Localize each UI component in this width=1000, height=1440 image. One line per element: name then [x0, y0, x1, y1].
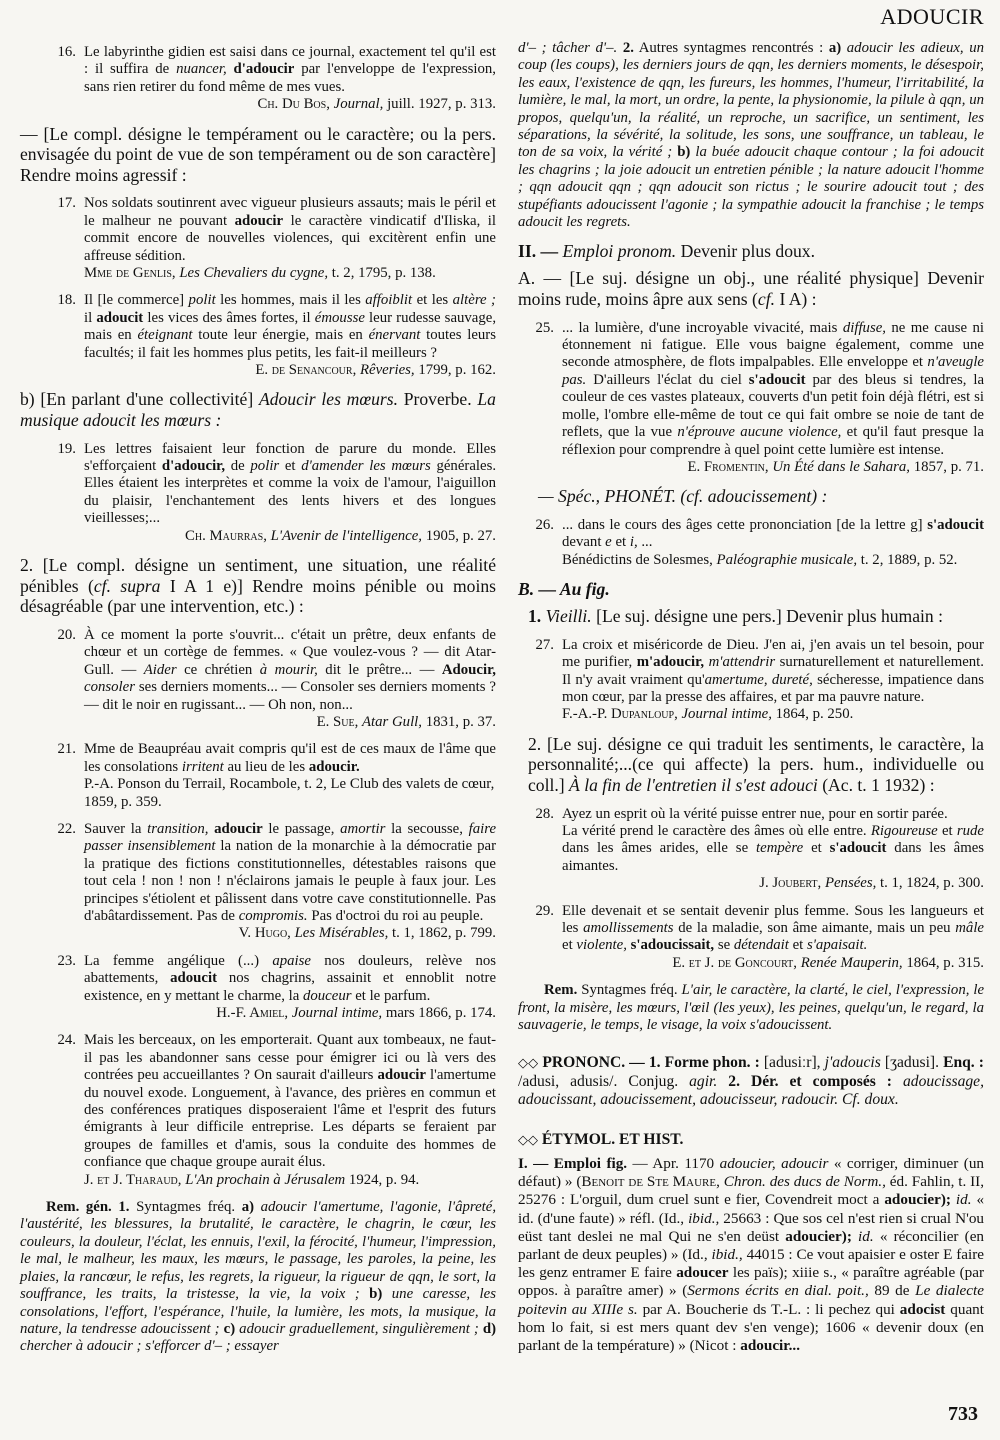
source-citation: Ch. Maurras, L'Avenir de l'intelligence, 1905, p. 27. [184, 527, 496, 544]
remarque: Rem. Syntagmes fréq. L'air, le caractère, la clarté, le ciel, l'expression, le front, la misère, les mœurs, l'œil (les yeux), les peines, quelqu'un, le regard, la sauvagerie, le temps, le visage, la voix s'adoucissent. [518, 982, 985, 1033]
headword: ADOUCIR [880, 4, 984, 29]
remarque-suite: d'– ; tâcher d'–. 2. Autres syntagmes rencontrés : a) adoucir les adieux, un coup (les coups), les derniers jours de qqn, les derniers moments, le désespoir, les eaux, l'existence de qqn, les fureurs, les hommes, l'humeur, l'irritabilité, la lumière, le mal, la mort, un ordre, la pente, la physionomie, la pilule à qqn, un propos, quelqu'un, la réalité, un reproche, un sacrifice, un sentiment, les séparations, la sévérité, la solitude, les sons, une souffrance, un tableau, le ton de sa voix, la vérité ; b) la buée adoucit chaque contour ; la foi adoucit les chagrins ; la joie adoucit un entretien pénible ; la nature adoucit l'homme ; qqn adoucit qqn ; qqn adoucit son rictus ; le sourire adoucit tout ; des stupéfiants adoucissent l'agonie ; la sympathie adoucit la franchise ; le temps adoucit les regrets. [518, 40, 985, 231]
example-number: 25. [535, 319, 554, 336]
example-25: 25. ... la lumière, d'une incroyable vivacité, mais diffuse, ne me cause ni étonnement ni fatigue. Elle vous baigne également, comme une seconde atmosphère, de flots impalpables. Elle enveloppe et n'aveugle pas. D'ailleurs l'éclat du ciel s'adoucit par des bleus si tendres, la couleur de ces vastes plateaux, couverts d'un petit foin déjà flétri, est si molle, l'ombre elle-même de tout ce qui fait ombre se noie de tant de reflets, que la vue n'éprouve aucune violence, et qu'il faut presque la réflexion pour comprendre à quel point cette lumière est intense. E. Fromentin, Un Été dans le Sahara, 1857, p. 71. [535, 319, 985, 475]
source-citation: Mme de Genlis, Les Chevaliers du cygne, t. 2, 1795, p. 138. [84, 265, 436, 282]
source-citation: F.-A.-P. Dupanloup, Journal intime, 1864, p. 250. [562, 706, 854, 723]
remarque-generale: Rem. gén. 1. Syntagmes fréq. a) adoucir l'amertume, l'agonie, l'âpreté, l'austérité, les blessures, la brutalité, le caractère, le chagrin, le cœur, les couleurs, la douleur, l'éclat, les ennuis, l'exil, la férocité, l'humeur, l'impression, le mal, le malheur, les maux, les mœurs, le passage, les paroles, la peine, les plaies, la rancœur, le refus, les regrets, la rigueur, la rigueur de qqn, le sort, la souffrance, les traits, la tristesse, la vie, la voix ; b) une caresse, les consolations, l'effort, l'espérance, l'huile, la lumière, les mots, la musique, la nature, la tendresse adoucissent ; c) adoucir graduellement, singulièrement ; d) chercher à adoucir ; s'efforcer d'– ; essayer [20, 1199, 497, 1355]
source-citation: Bénédictins de Solesmes, Paléographie musicale, t. 2, 1889, p. 52. [562, 551, 958, 568]
example-22: 22. Sauver la transition, adoucir le passage, amortir la secousse, faire passer insensiblement la nation de la monarchie à la démocratie par la pratique des fictions constitutionnelles, détestables raisons que tout cela ! non ! non ! n'éclairons jamais le peuple à faux jour. Les principes s'étiolent et pâlissent dans votre cave constitutionnelle. Pas d'abâtardissement. Pas de compromis. Pas d'octroi du roi au peuple. V. Hugo, Les Misérables, t. 1, 1862, p. 799. [57, 820, 497, 942]
source-citation: E. Sue, Atar Gull, 1831, p. 37. [316, 713, 496, 730]
example-number: 17. [57, 195, 76, 212]
section-b-heading: B. — Au fig. [518, 579, 610, 600]
source-citation: J. et J. Tharaud, L'An prochain à Jérusalem 1924, p. 94. [84, 1171, 420, 1188]
example-number: 22. [57, 820, 76, 837]
example-number: 27. [535, 636, 554, 653]
page-number: 733 [948, 1403, 978, 1425]
example-number: 21. [57, 741, 76, 758]
example-20: 20. À ce moment la porte s'ouvrit... c'était un prêtre, deux enfants de chœur et un cortège de femmes. « Que voulez-vous ? — dit Atar-Gull. — Aider ce chrétien à mourir, dit le prêtre... — Adoucir, consoler ses derniers moments... — Consoler ses derniers moments ? — dit le noir en rugissant... — Oh non, non... E. Sue, Atar Gull, 1831, p. 37. [57, 626, 496, 730]
example-29: 29. Elle devenait et se sentait devenir plus femme. Sous les langueurs et les amollissements de la maladie, son âme aimante, mais un peu mâle et violente, s'adoucissait, se détendait et s'apaisait. E. et J. de Goncourt, Renée Mauperin, 1864, p. 315. [535, 902, 984, 971]
subsection-2: 2. [Le suj. désigne ce qui traduit les sentiments, le caractère, la personnalité;...(ce qui affecte) la pers. hum., individuelle ou coll.] À la fin de l'entretien il s'est adouci (Ac. t. 1 1932) : [528, 733, 984, 795]
definition-sentiment: 2. [Le compl. désigne un sentiment, une situation, une réalité pénibles (cf. supra I A 1 e)] Rendre moins pénible ou moins désagréable (par une intervention, etc.) : [20, 555, 497, 617]
definition-collectivite: b) [En parlant d'une collectivité] Adoucir les mœurs. Proverbe. La musique adoucit les mœurs : [20, 389, 496, 431]
example-number: 24. [57, 1032, 76, 1049]
example-24: 24. Mais les berceaux, on les emporterait. Quant aux tombeaux, ne faut-il pas les abandonner sans cesse pour émigrer ici ou là vers des contrées peu accueillantes ? On saurait d'ailleurs adoucir l'amertume du nouvel exode. Longuement, à l'avance, des prières en commun et des conférences pratiques disposeraient l'âme et l'esprit des futurs émigrants à leur difficile entreprise. Les départs se feraient par groupes de familles et d'amis, sous la conduite des hommes de confiance que chaque groupe aurait élus. J. et J. Tharaud, L'An prochain à Jérusalem 1924, p. 94. [57, 1032, 496, 1188]
example-number: 26. [535, 516, 554, 533]
example-21: 21. Mme de Beaupréau avait compris qu'il est de ces maux de l'âme que les consolations irritent au lieu de les adoucir. P.-A. Ponson du Terrail, Rocambole, t. 2, Le Club des valets de cœur, 1859, p. 359. [57, 741, 496, 810]
example-26: 26. ... dans le cours des âges cette prononciation [de la lettre g] s'adoucit devant e et i, ... Bénédictins de Solesmes, Paléographie musicale, t. 2, 1889, p. 52. [535, 516, 985, 568]
definition-temperament: — [Le compl. désigne le tempérament ou le caractère; ou la pers. envisagée du point de vue de son tempérament ou de son caractère] Rendre moins agressif : [20, 123, 496, 185]
subsection-1: 1. Vieilli. [Le suj. désigne une pers.] Devenir plus humain : [528, 606, 944, 627]
source-citation: E. de Senancour, Rêveries, 1799, p. 162. [255, 362, 496, 379]
example-23: 23. La femme angélique (...) apaise nos douleurs, relève nos abattements, adoucit nos chagrins, assainit et ennoblit notre existence, en y mettant le charme, la douceur et le parfum. H.-F. Amiel, Journal intime, mars 1866, p. 174. [57, 952, 497, 1021]
source-citation: E. et J. de Goncourt, Renée Mauperin, 1864, p. 315. [672, 954, 984, 971]
source-citation: J. Joubert, Pensées, t. 1, 1824, p. 300. [759, 875, 984, 892]
example-number: 23. [57, 952, 76, 969]
source-citation: E. Fromentin, Un Été dans le Sahara, 1857, p. 71. [687, 458, 984, 475]
example-number: 18. [57, 292, 76, 309]
etymologie-text: I. — Emploi fig. — Apr. 1170 adoucier, adoucir « corriger, diminuer (un défaut) » (Benoit de Ste Maure, Chron. des ducs de Norm., éd. Fahlin, t. II, 25276 : L'orguil, dum cruel sunt e fier, Covendreit moct a adoucier); id. « id. (d'une faute) » réfl. (Id., ibid., 25663 : Que sos cel n'est rien si crual N'ou eüst tant deslei ne mal Qui ne s'en deüst adoucier); id. « réconcilier (en parlant de deux peuples) » (Id., ibid., 44015 : Ce vout apaisier e oster E faire les genz entramer E faire adoucer les païs); xiiie s., « paraître agréable (par oppos. à paraître amer) » (Sermons écrits en dial. poit., 89 de Le dialecte poitevin au XIIIe s. par A. Boucherie ds T.-L. : li pechez qui adocist quant hom lo fait, si est mers quant dev s'en venge); 1606 « devenir doux (en parlant de la température) » (Nicot : adoucir... [518, 1155, 985, 1355]
source-citation: V. Hugo, Les Misérables, t. 1, 1862, p. 799. [238, 925, 496, 942]
example-18: 18. Il [le commerce] polit les hommes, mais il les affoiblit et les altère ; il adoucit les vices des âmes fortes, il émousse leur rudesse sauvage, mais en éteignant toute leur énergie, mais en énervant toutes leurs facultés; il fait les hommes plus petits, les fait-il meilleurs ? E. de Senancour, Rêveries, 1799, p. 162. [57, 292, 497, 379]
example-28: 28. Ayez un esprit où la vérité puisse entrer nue, pour en sortir parée. La vérité prend le caractère des âmes où elle entre. Rigoureuse et rude dans les âmes arides, elle se tempère et s'adoucit dans les âmes aimantes. J. Joubert, Pensées, t. 1, 1824, p. 300. [535, 805, 985, 892]
example-17: 17. Nos soldats soutinrent avec vigueur plusieurs assauts; mais le péril et le malheur ne pouvant adoucir le caractère vindicatif d'Iliska, il commit encore de nouvelles violences, qui excitèrent enfin une affreuse sédition. Mme de Genlis, Les Chevaliers du cygne, t. 2, 1795, p. 138. [57, 195, 496, 282]
left-column [20, 44, 496, 1364]
diamond-icon: ◇◇ [518, 1132, 538, 1148]
section-a-definition: A. — [Le suj. désigne un obj., une réalité physique] Devenir moins rude, moins âpre aux sens (cf. I A) : [518, 268, 984, 310]
source-citation: Ch. Du Bos, Journal, juill. 1927, p. 313. [257, 96, 496, 113]
right-column [518, 40, 984, 1355]
example-16: 16. Le labyrinthe gidien est saisi dans ce journal, exactement tel qu'il est : il suffira de nuancer, d'adoucir par l'enveloppe de l'expression, sans rien retirer du fond même de mes vues. Ch. Du Bos, Journal, juill. 1927, p. 313. [57, 44, 496, 113]
etymologie-heading: ◇◇ ÉTYMOL. ET HIST. [518, 1131, 684, 1149]
example-27: 27. La croix et miséricorde de Dieu. J'en ai, j'en avais un tel besoin, pour me purifier, m'adoucir, m'attendrir surnaturellement et naturellement. Il n'y avait vraiment qu'amertume, dureté, sécheresse, impatience dans mon cœur, par la presse des affaires, et par ma pauvre nature. F.-A.-P. Dupanloup, Journal intime, 1864, p. 250. [535, 636, 985, 723]
source-citation: P.-A. Ponson du Terrail, Rocambole, t. 2, Le Club des valets de cœur, 1859, p. 359. [84, 776, 495, 810]
example-number: 29. [535, 902, 554, 919]
section-ii-heading: II. — Emploi pronom. Devenir plus doux. [518, 241, 816, 262]
example-number: 28. [535, 805, 554, 822]
source-citation: H.-F. Amiel, Journal intime, mars 1866, p. 174. [216, 1005, 496, 1021]
example-19: 19. Les lettres faisaient leur fonction de parure du monde. Elles s'efforçaient d'adoucir, de polir et d'amender les mœurs générales. Elles étaient les interprètes et comme la voix de l'amour, l'aiguillon du plaisir, l'enchantement des lents hivers et des longues vieillesses;... Ch. Maurras, L'Avenir de l'intelligence, 1905, p. 27. [57, 440, 497, 544]
prononciation: ◇◇ PRONONC. — 1. Forme phon. : [adusiːr], j'adoucis [ʒadusi]. Enq. : /adusi, adusis/. Conjug. agir. 2. Dér. et composés : adoucissage, adoucissant, adoucissement, adoucisseur, radoucir. Cf. doux. [518, 1054, 984, 1108]
diamond-icon: ◇◇ [518, 1055, 539, 1071]
example-number: 20. [57, 626, 76, 643]
example-number: 16. [57, 44, 76, 60]
example-number: 19. [57, 440, 76, 457]
specialisation-phonetique: — Spéc., PHONÉT. (cf. adoucissement) : [538, 486, 828, 507]
